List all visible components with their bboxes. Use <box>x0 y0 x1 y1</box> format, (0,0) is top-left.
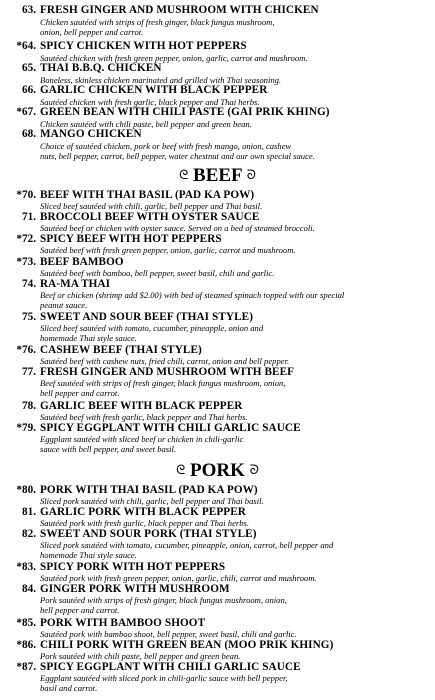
item-description: Sautéed beef with fresh garlic, black pepper and Thai herbs. <box>40 412 248 422</box>
item-number: 77. <box>22 366 36 378</box>
item-description: Sautéed chicken with fresh garlic, black pepper and Thai herbs. <box>40 97 260 107</box>
item-name: RA-MA THAI <box>40 278 111 290</box>
item-number: 82. <box>22 528 36 540</box>
item-name: BEEF WITH THAI BASIL (PAD KA POW) <box>40 189 255 201</box>
item-name: FRESH GINGER AND MUSHROOM WITH CHICKEN <box>40 4 319 16</box>
item-name: SPICY PORK WITH HOT PEPPERS <box>40 561 226 573</box>
section-title: BEEF <box>193 165 242 186</box>
item-number: 74. <box>22 278 36 290</box>
item-description: Choice of sautéed chicken, pork or beef with fresh mango, onion, cashew nuts, bell pepper, carrot, bell pepper, water chestnut and our own special sauce. <box>40 141 315 162</box>
item-name: THAI B.B.Q. CHICKEN <box>40 62 162 74</box>
item-name: BEEF BAMBOO <box>40 256 124 268</box>
ornament-right-icon: ᘐ <box>249 462 259 477</box>
item-number: *87. <box>16 661 36 673</box>
item-name: SPICY CHICKEN WITH HOT PEPPERS <box>40 40 247 52</box>
item-name: SWEET AND SOUR BEEF (THAI STYLE) <box>40 311 254 323</box>
section-heading-beef <box>0 164 435 187</box>
item-description: Sliced beef sautéed with tomato, cucumber, pineapple, onion and homemade Thai style sauce. <box>40 323 264 344</box>
item-name: GARLIC BEEF WITH BLACK PEPPER <box>40 400 243 412</box>
item-name: CASHEW BEEF (THAI STYLE) <box>40 344 202 356</box>
item-number: *67. <box>16 106 36 118</box>
item-number: 75. <box>22 311 36 323</box>
section-heading-pork <box>0 459 435 482</box>
item-number: 71. <box>22 211 36 223</box>
item-description: Sliced pork sautéed with tomato, cucumber, pineapple, onion, carrot, bell pepper and homemade Thai style sauce. <box>40 540 334 561</box>
item-description: Pork sautéed with chili paste, bell pepper and green bean. <box>40 651 241 661</box>
item-number: 66. <box>22 84 36 96</box>
item-number: *64. <box>16 40 36 52</box>
item-name: PORK WITH BAMBOO SHOOT <box>40 617 206 629</box>
item-number: 68. <box>22 128 36 140</box>
item-description: Sautéed pork with bamboo shoot, bell pepper, sweet basil, chili and garlic. <box>40 629 297 639</box>
item-number: *79. <box>16 422 36 434</box>
ornament-left-icon: ᘓ <box>179 167 189 182</box>
item-description: Chicken sautéed with chili paste, bell pepper and green bean. <box>40 119 252 129</box>
item-description: Beef sautéed with strips of fresh ginger, black fungus mushroom, onion, bell pepper and carrot. <box>40 378 286 399</box>
item-description: Pork sautéed with strips of fresh ginger, black fungus mushroom, onion, bell pepper and carrot. <box>40 595 287 616</box>
item-number: *85. <box>16 617 36 629</box>
item-description: Sautéed pork with fresh garlic, black pepper and Thai herbs. <box>40 518 250 528</box>
item-description: Sautéed beef with fresh green pepper, onion, garlic, carrot and mushroom. <box>40 245 296 255</box>
item-name: SWEET AND SOUR PORK (THAI STYLE) <box>40 528 257 540</box>
item-name: SPICY EGGPLANT WITH CHILI GARLIC SAUCE <box>40 661 301 673</box>
item-number: 84. <box>22 583 36 595</box>
item-description: Eggplant sautéed with sliced pork in chili-garlic sauce with bell pepper, basil and carrot. <box>40 673 288 694</box>
item-name: MANGO CHICKEN <box>40 128 142 140</box>
item-name: GREEN BEAN WITH CHILI PASTE (GAI PRIK KHING) <box>40 106 330 118</box>
item-number: *76. <box>16 344 36 356</box>
ornament-right-icon: ᘐ <box>246 167 256 182</box>
item-name: SPICY BEEF WITH HOT PEPPERS <box>40 233 222 245</box>
item-description: Sautéed pork with fresh green pepper, onion, garlic, chili, carrot and mushroom. <box>40 573 317 583</box>
item-description: Boneless, skinless chicken marinated and grilled with Thai seasoning. <box>40 75 282 85</box>
item-description: Sliced beef sautéed with chili, garlic, bell pepper and Thai basil. <box>40 201 263 211</box>
item-name: FRESH GINGER AND MUSHROOM WITH BEEF <box>40 366 295 378</box>
item-number: *73. <box>16 256 36 268</box>
item-number: 65. <box>22 62 36 74</box>
item-number: *70. <box>16 189 36 201</box>
item-description: Sliced pork sautéed with chili, garlic, bell pepper and Thai basil. <box>40 496 264 506</box>
item-description: Eggplant sautéed with sliced beef or chicken in chili-garlic sauce with bell pepper, and sweet basil. <box>40 434 244 455</box>
item-number: *86. <box>16 639 36 651</box>
item-number: 81. <box>22 506 36 518</box>
item-description: Sautéed beef with cashew nuts, fried chili, carrot, onion and bell pepper. <box>40 356 290 366</box>
item-name: GINGER PORK WITH MUSHROOM <box>40 583 230 595</box>
item-name: GARLIC PORK WITH BLACK PEPPER <box>40 506 246 518</box>
item-number: 63. <box>22 4 36 16</box>
section-title: PORK <box>190 460 245 481</box>
item-name: BROCCOLI BEEF WITH OYSTER SAUCE <box>40 211 260 223</box>
item-description: Sautéed beef or chicken with oyster sauce. Served on a bed of steamed broccoli. <box>40 223 315 233</box>
item-name: PORK WITH THAI BASIL (PAD KA POW) <box>40 484 258 496</box>
item-number: *72. <box>16 233 36 245</box>
item-description: Sautéed chicken with fresh green pepper, onion, garlic, carrot and mushroom. <box>40 53 308 63</box>
item-description: Chicken sautéed with strips of fresh ginger, black fungus mushroom, onion, bell pepper and carrot. <box>40 17 275 38</box>
item-number: *83. <box>16 561 36 573</box>
item-name: SPICY EGGPLANT WITH CHILI GARLIC SAUCE <box>40 422 301 434</box>
ornament-left-icon: ᘓ <box>176 462 186 477</box>
item-description: Beef or chicken (shrimp add $2.00) with bed of steamed spinach topped with our special peanut sauce. <box>40 290 345 311</box>
item-name: CHILI PORK WITH GREEN BEAN (MOO PRIK KHING) <box>40 639 334 651</box>
item-number: *80. <box>16 484 36 496</box>
item-number: 78. <box>22 400 36 412</box>
item-name: GARLIC CHICKEN WITH BLACK PEPPER <box>40 84 268 96</box>
item-description: Sautéed beef with bamboo, bell pepper, sweet basil, chili and garlic. <box>40 268 275 278</box>
